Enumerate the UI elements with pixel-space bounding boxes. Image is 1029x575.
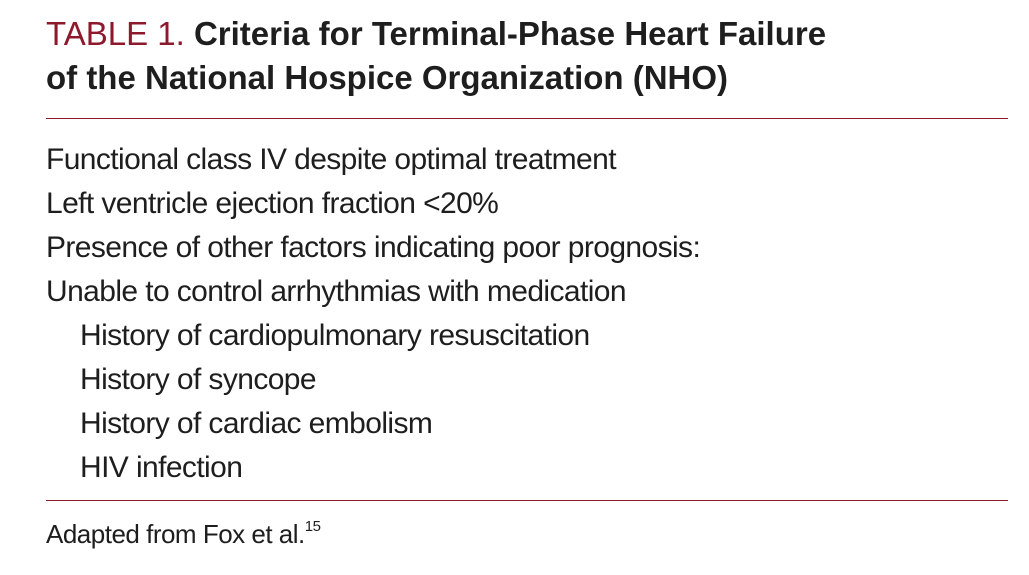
criteria-subitem: History of cardiopulmonary resuscitation [80,319,590,352]
table-footnote [46,516,320,552]
criteria-item: Unable to control arrhythmias with medication [46,275,626,308]
criteria-subitem: History of cardiac embolism [80,407,433,440]
footnote-reference: 15 [304,518,321,535]
criteria-list [46,138,700,490]
criteria-subitem: History of syncope [80,363,316,396]
top-divider [46,118,1008,119]
table-title [46,12,1006,100]
criteria-item: Left ventricle ejection fraction <20% [46,187,499,220]
criteria-item: Presence of other factors indicating poor prognosis: [46,231,701,264]
table-label: TABLE 1. [46,15,185,52]
table-title-line1: Criteria for Terminal-Phase Heart Failure [193,15,827,52]
table-title-line2: of the National Hospice Organization (NHO) [46,59,729,96]
bottom-divider [46,500,1008,501]
footnote-text: Adapted from Fox et al. [46,519,305,549]
criteria-item: Functional class IV despite optimal treatment [46,143,616,176]
criteria-subitem: HIV infection [80,451,243,484]
